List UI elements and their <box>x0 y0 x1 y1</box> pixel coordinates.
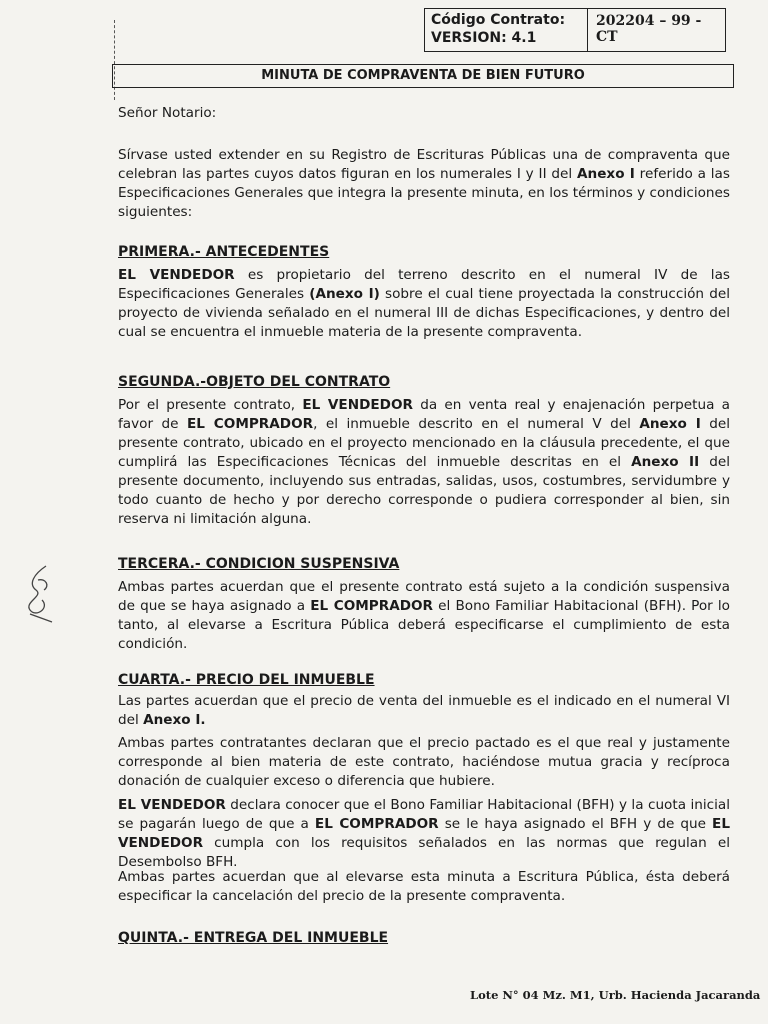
contract-code-box <box>424 8 726 52</box>
heading-primera: PRIMERA.- ANTECEDENTES <box>118 244 330 260</box>
signature-scribble <box>16 560 64 630</box>
code-labels <box>425 9 588 51</box>
tercera-paragraph: Ambas partes acuerdan que el presente contrato está sujeto a la condición suspensiva de que se haya asignado a EL COMPRADOR el Bono Familiar Habitacional (BFH). Por lo tanto, al elevarse a Escritura Pública deberá especificarse el cumplimiento de esta condición. <box>118 579 730 652</box>
margin-line <box>114 20 115 100</box>
page-footer: Lote N° 04 Mz. M1, Urb. Hacienda Jacaranda <box>470 988 761 1002</box>
document-title: MINUTA DE COMPRAVENTA DE BIEN FUTURO <box>112 64 734 88</box>
heading-tercera: TERCERA.- CONDICION SUSPENSIVA <box>118 556 400 572</box>
version-label: VERSION: 4.1 <box>431 30 537 46</box>
cuarta-paragraph-1: Las partes acuerdan que el precio de venta del inmueble es el indicado en el numeral VI del Anexo I. <box>118 693 730 728</box>
heading-segunda: SEGUNDA.-OBJETO DEL CONTRATO <box>118 374 391 390</box>
intro-paragraph: Sírvase usted extender en su Registro de Escrituras Públicas una de compraventa que celebran las partes cuyos datos figuran en los numerales I y II del Anexo I referido a las Especificaciones Generales que integra la presente minuta, en los términos y condiciones siguientes: <box>118 147 730 220</box>
code-label: Código Contrato: <box>431 12 566 28</box>
cuarta-paragraph-4: Ambas partes acuerdan que al elevarse esta minuta a Escritura Pública, ésta deberá especificar la cancelación del precio de la presente compraventa. <box>118 869 730 904</box>
cuarta-paragraph-2: Ambas partes contratantes declaran que el precio pactado es el que real y justamente corresponde al bien materia de este contrato, haciéndose mutua gracia y recíproca donación de cualquier exceso o diferencia que hubiere. <box>118 735 730 789</box>
salutation: Señor Notario: <box>118 105 217 121</box>
segunda-paragraph: Por el presente contrato, EL VENDEDOR da en venta real y enajenación perpetua a favor de EL COMPRADOR, el inmueble descrito en el numeral V del Anexo I del presente contrato, ubicado en el proyecto mencionado en la cláusula precedente, el que cumplirá las Especificaciones Técnicas del inmueble descritas en el Anexo II del presente documento, incluyendo sus entradas, salidas, usos, costumbres, servidumbre y todo cuanto de hecho y por derecho corresponde o pudiera corresponder al bien, sin reserva ni limitación alguna. <box>118 397 731 527</box>
cuarta-paragraph-3: EL VENDEDOR declara conocer que el Bono Familiar Habitacional (BFH) y la cuota inicial se pagarán luego de que a EL COMPRADOR se le haya asignado el BFH y de que EL VENDEDOR cumpla con los requisitos señalados en las normas que regulan el Desembolso BFH. <box>118 797 730 870</box>
heading-quinta: QUINTA.- ENTREGA DEL INMUEBLE <box>118 930 389 946</box>
heading-cuarta: CUARTA.- PRECIO DEL INMUEBLE <box>118 672 375 688</box>
primera-paragraph: EL VENDEDOR es propietario del terreno descrito en el numeral IV de las Especificaciones Generales (Anexo I) sobre el cual tiene proyectada la construcción del proyecto de vivienda señalado en el numeral III de dichas Especificaciones, y dentro del cual se encuentra el inmueble materia de la presente compraventa. <box>118 267 730 340</box>
code-value: 202204 – 99 - CT <box>596 13 702 45</box>
